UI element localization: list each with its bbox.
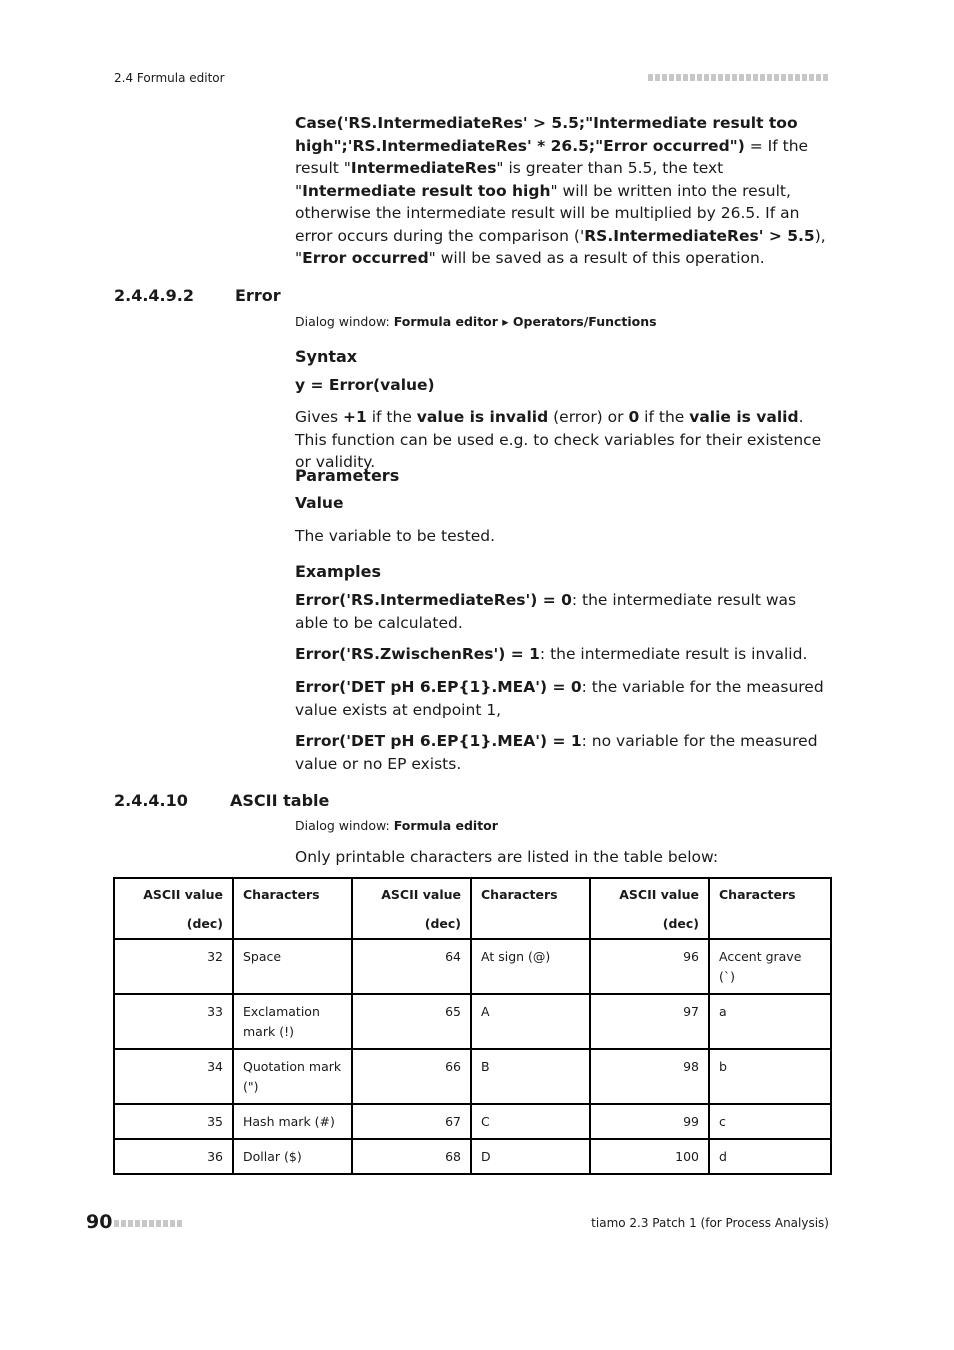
table-cell: 99	[590, 1104, 709, 1139]
table-row	[114, 1139, 831, 1174]
error-function-description: Gives +1 if the value is invalid (error) or 0 if the valie is valid. This function can be used e.g. to check variables for their existence or validity.	[295, 408, 822, 471]
table-cell: 36	[114, 1139, 233, 1174]
table-cell: d	[709, 1139, 831, 1174]
table-row	[114, 1049, 831, 1104]
table-cell: 35	[114, 1104, 233, 1139]
column-header-characters: Characters	[471, 878, 590, 939]
example-item: Error('DET pH 6.EP{1}.MEA') = 0: the variable for the measured value exists at endpoint 1,	[295, 678, 824, 719]
footer-dot-bar	[114, 1220, 182, 1227]
table-row	[114, 1104, 831, 1139]
examples-heading: Examples	[295, 562, 382, 581]
column-header-characters: Characters	[709, 878, 831, 939]
parameter-name: Value	[295, 494, 344, 512]
column-header-ascii-value: ASCII value (dec)	[590, 878, 709, 939]
table-cell: 68	[352, 1139, 471, 1174]
table-cell: 96	[590, 939, 709, 994]
table-cell: Quotation mark (")	[233, 1049, 352, 1104]
section-title-error: Error	[235, 286, 281, 305]
table-cell: Dollar ($)	[233, 1139, 352, 1174]
ascii-intro: Only printable characters are listed in the table below:	[295, 848, 719, 866]
table-cell: 33	[114, 994, 233, 1049]
table-cell: D	[471, 1139, 590, 1174]
table-cell: b	[709, 1049, 831, 1104]
column-header-ascii-value: ASCII value (dec)	[352, 878, 471, 939]
section-title-ascii: ASCII table	[230, 791, 330, 810]
page-number: 90	[86, 1211, 113, 1233]
table-row	[114, 994, 831, 1049]
example-item: Error('RS.IntermediateRes') = 0: the intermediate result was able to be calculated.	[295, 591, 797, 632]
table-cell: C	[471, 1104, 590, 1139]
table-cell: 34	[114, 1049, 233, 1104]
table-cell: Exclamation mark (!)	[233, 994, 352, 1049]
example-item: Error('DET pH 6.EP{1}.MEA') = 1: no variable for the measured value or no EP exists.	[295, 732, 818, 773]
table-cell: B	[471, 1049, 590, 1104]
table-cell: 67	[352, 1104, 471, 1139]
parameter-description: The variable to be tested.	[295, 527, 496, 545]
syntax-heading: Syntax	[295, 347, 358, 366]
table-cell: 65	[352, 994, 471, 1049]
table-cell: 97	[590, 994, 709, 1049]
example-item: Error('RS.ZwischenRes') = 1: the intermediate result is invalid.	[295, 645, 808, 663]
case-formula: Case('RS.IntermediateRes' > 5.5;"Intermediate result too high";'RS.IntermediateRes' * 26.5;"Error occurred")	[295, 114, 798, 155]
table-row	[114, 939, 831, 994]
dialog-window-path-ascii: Dialog window: Formula editor	[295, 818, 498, 833]
running-header: 2.4 Formula editor	[114, 71, 225, 85]
section-number-error: 2.4.4.9.2	[114, 286, 194, 305]
parameters-heading: Parameters	[295, 466, 400, 485]
product-name: tiamo 2.3 Patch 1 (for Process Analysis)	[591, 1216, 829, 1230]
table-cell: 98	[590, 1049, 709, 1104]
table-cell: a	[709, 994, 831, 1049]
table-cell: Hash mark (#)	[233, 1104, 352, 1139]
table-header-row	[114, 878, 831, 939]
syntax-code: y = Error(value)	[295, 376, 435, 394]
table-cell: c	[709, 1104, 831, 1139]
table-cell: 100	[590, 1139, 709, 1174]
table-cell: 32	[114, 939, 233, 994]
column-header-ascii-value: ASCII value (dec)	[114, 878, 233, 939]
ascii-table	[113, 877, 832, 1175]
table-cell: A	[471, 994, 590, 1049]
dialog-window-path-error: Dialog window: Formula editor ▸ Operators/Functions	[295, 314, 657, 329]
column-header-characters: Characters	[233, 878, 352, 939]
case-description: Case('RS.IntermediateRes' > 5.5;"Intermediate result too high";'RS.IntermediateRes' * 26.5;"Error occurred") = If the result "IntermediateRes" is greater than 5.5, the text "Intermediate result too high" will be written into the result, otherwise the intermediate result will be multiplied by 26.5. If an error occurs during the comparison ('RS.IntermediateRes' > 5.5), "Error occurred" will be saved as a result of this operation.	[295, 114, 826, 267]
table-cell: 64	[352, 939, 471, 994]
header-dot-bar	[648, 74, 829, 81]
table-cell: 66	[352, 1049, 471, 1104]
section-number-ascii: 2.4.4.10	[114, 791, 188, 810]
table-cell: Accent grave (`)	[709, 939, 831, 994]
table-cell: At sign (@)	[471, 939, 590, 994]
table-cell: Space	[233, 939, 352, 994]
